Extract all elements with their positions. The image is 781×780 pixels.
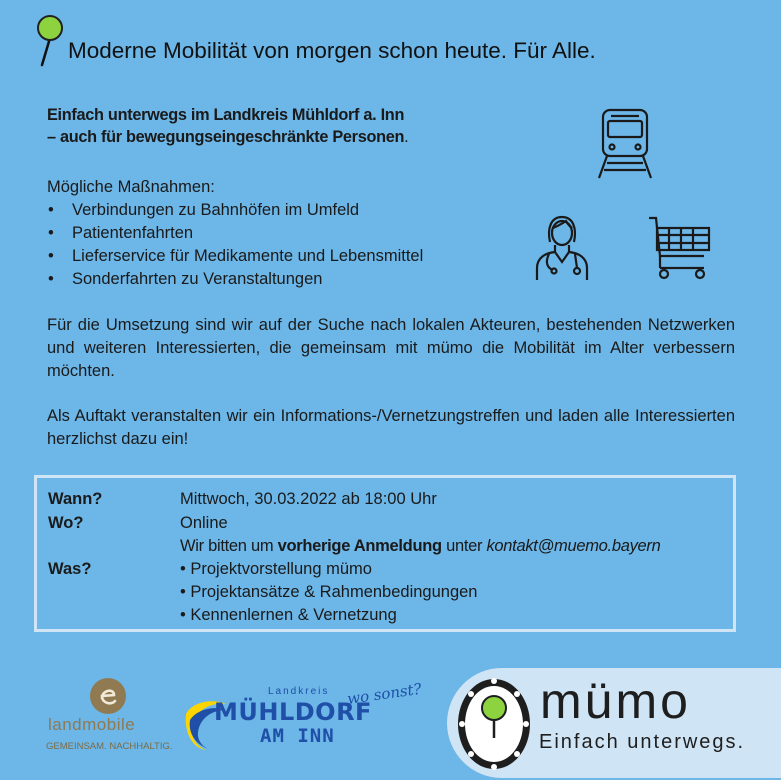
where-value: Online <box>180 514 228 532</box>
agenda-item: • Projektvorstellung mümo <box>180 560 372 578</box>
paragraph-invitation: Als Auftakt veranstalten wir ein Informations-/Vernetzungstreffen und laden alle Interessierten herzlichst dazu ein! <box>47 407 735 448</box>
agenda-item: • Projektansätze & Rahmenbedingungen <box>180 583 478 601</box>
when-label: Wann? <box>48 490 103 508</box>
paragraph-partners: Für die Umsetzung sind wir auf der Suche nach lokalen Akteuren, bestehenden Netzwerken und weiteren Interessierten, die gemeinsam mit mümo die Mobilität im Alter verbessern möchten. <box>47 316 735 380</box>
list-item: • Lieferservice für Medikamente und Lebensmittel <box>48 247 424 265</box>
list-item: • Verbindungen zu Bahnhöfen im Umfeld <box>48 201 360 219</box>
train-icon <box>597 108 653 180</box>
agenda-item: • Kennenlernen & Vernetzung <box>180 606 397 624</box>
registration-note: Wir bitten um vorherige Anmeldung unter kontakt@muemo.bayern <box>180 537 661 555</box>
measures-title: Mögliche Maßnahmen: <box>47 178 215 196</box>
measures-list <box>47 176 423 291</box>
contact-email[interactable]: kontakt@muemo.bayern <box>486 537 661 555</box>
landmobile-logo-icon <box>88 676 128 716</box>
mumo-wordmark: mümo <box>540 673 691 729</box>
headline: Moderne Mobilität von morgen schon heute. Für Alle. <box>68 38 596 63</box>
what-label: Was? <box>48 560 92 578</box>
landmobile-wordmark: landmobile <box>48 715 136 734</box>
svg-text:Landkreis: Landkreis <box>268 686 330 697</box>
landmobile-slogan: GEMEINSAM. NACHHALTIG. <box>46 741 173 752</box>
list-item: • Sonderfahrten zu Veranstaltungen <box>48 270 323 288</box>
doctor-icon <box>533 212 591 282</box>
muehldorf-logo <box>182 680 430 756</box>
intro-line-1: Einfach unterwegs im Landkreis Mühldorf a. Inn <box>47 106 405 124</box>
mumo-tagline: Einfach unterwegs. <box>539 731 746 753</box>
svg-text:MÜHLDORF: MÜHLDORF <box>214 698 372 726</box>
event-info-box <box>34 475 736 632</box>
svg-text:wo sonst?: wo sonst? <box>346 680 423 708</box>
list-item: • Patientenfahrten <box>48 224 194 242</box>
when-value: Mittwoch, 30.03.2022 ab 18:00 Uhr <box>180 490 437 508</box>
mumo-wheel-icon <box>456 672 532 772</box>
map-pin-icon <box>34 14 66 68</box>
svg-text:AM INN: AM INN <box>260 725 335 747</box>
intro-line-2: – auch für bewegungseingeschränkte Personen. <box>47 128 409 146</box>
where-label: Wo? <box>48 514 84 532</box>
shopping-cart-icon <box>648 214 712 280</box>
intro-text <box>47 104 408 148</box>
